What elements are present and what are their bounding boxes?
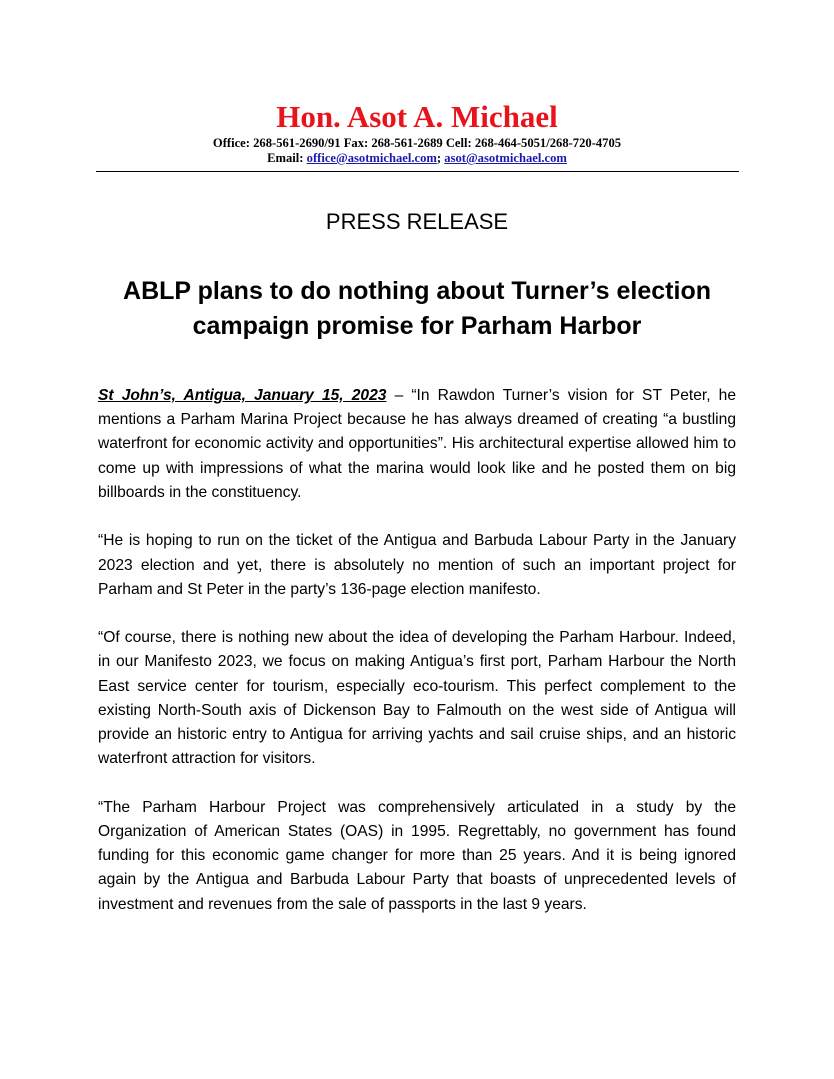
article-body	[98, 384, 736, 941]
email-link-office[interactable]: office@asotmichael.com	[306, 151, 437, 165]
contact-phones: Office: 268-561-2690/91 Fax: 268-561-2689 Cell: 268-464-5051/268-720-4705	[212, 136, 622, 150]
paragraph-1	[98, 384, 736, 505]
letterhead-divider	[96, 171, 739, 172]
sender-name: Hon. Asot A. Michael	[276, 99, 558, 134]
email-separator: ;	[436, 151, 442, 165]
press-release-label: PRESS RELEASE	[325, 209, 509, 234]
paragraph-2: “He is hoping to run on the ticket of the Antigua and Barbuda Labour Party in the January 2023 election and yet, there is absolutely no mention of such an important project for Parham and St Peter in the party’s 136-page election manifesto.	[98, 532, 736, 598]
paragraph-1-text: – “In Rawdon Turner’s vision for ST Peter, he mentions a Parham Marina Project because he has always dreamed of creating “a bustling waterfront for economic activity and opportunities”. His architectural expertise allowed him to come up with impressions of what the marina would look like and he posted them on big billboards in the constituency.	[98, 387, 737, 501]
paragraph-3: “Of course, there is nothing new about the idea of developing the Parham Harbour. Indeed, in our Manifesto 2023, we focus on making Antigua’s first port, Parham Harbour the North East service center for tourism, especially eco-tourism. This perfect complement to the existing North-South axis of Dickenson Bay to Falmouth on the west side of Antigua will provide an historic entry to Antigua for arriving yachts and sail cruise ships, and an historic waterfront attraction for visitors.	[98, 629, 736, 768]
email-label: Email:	[267, 151, 304, 165]
contact-emails	[96, 151, 738, 166]
email-link-asot[interactable]: asot@asotmichael.com	[444, 151, 567, 165]
dateline: St John’s, Antigua, January 15, 2023	[98, 387, 387, 404]
headline: ABLP plans to do nothing about Turner’s election campaign promise for Parham Harbor	[123, 277, 711, 340]
letterhead	[96, 98, 738, 166]
paragraph-4: “The Parham Harbour Project was comprehensively articulated in a study by the Organization of American States (OAS) in 1995. Regrettably, no government has found funding for this economic game changer for more than 25 years. And it is being ignored again by the Antigua and Barbuda Labour Party that boasts of unprecedented levels of investment and revenues from the sale of passports in the last 9 years.	[98, 798, 736, 913]
